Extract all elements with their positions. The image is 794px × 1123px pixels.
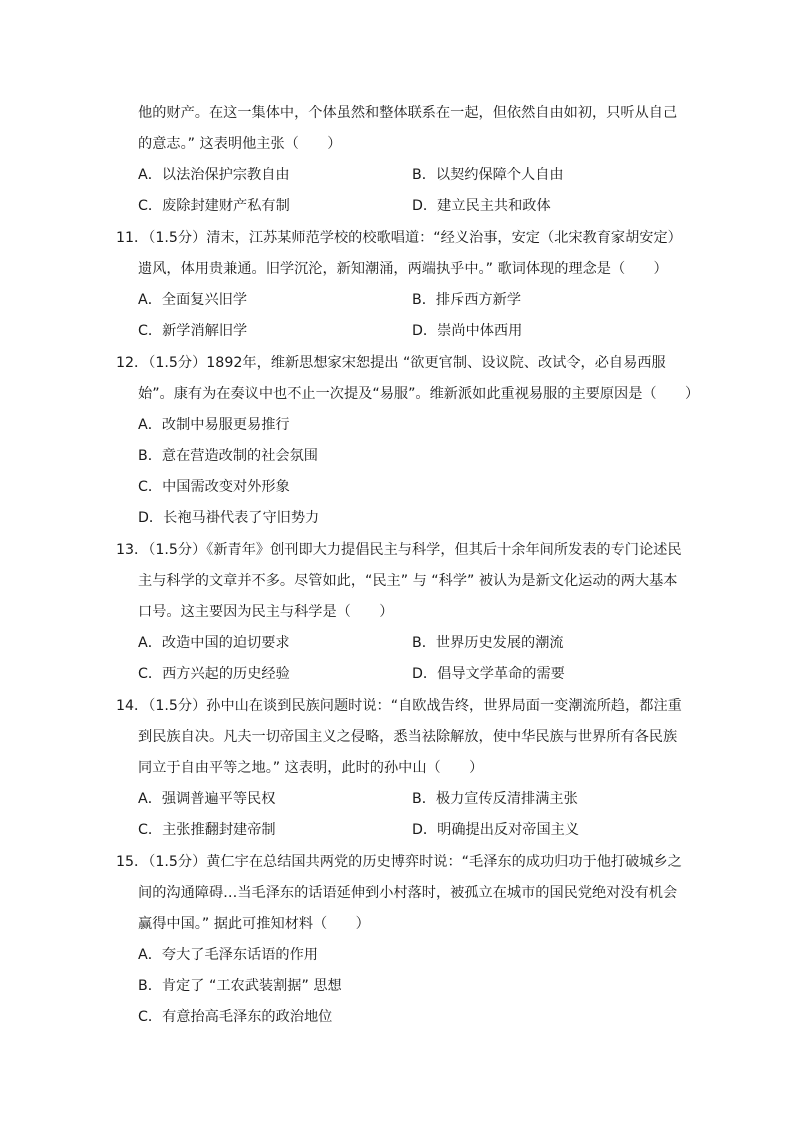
question-number: 14． xyxy=(116,698,149,714)
option-label: D． xyxy=(412,323,438,339)
option-a xyxy=(138,290,247,310)
option-c xyxy=(138,664,290,684)
option-text: 有意抬高毛泽东的政治地位 xyxy=(162,1009,333,1025)
question-number: 11． xyxy=(116,230,149,246)
option-text: 主张推翻封建帝制 xyxy=(162,822,276,838)
option-text: 废除封建财产私有制 xyxy=(162,198,290,214)
option-text: 世界历史发展的潮流 xyxy=(435,635,564,651)
option-text: 长袍马褂代表了守旧势力 xyxy=(163,510,320,526)
option-text: 崇尚中体西用 xyxy=(437,323,523,339)
option-text: 夸大了毛泽东话语的作用 xyxy=(161,947,318,963)
option-text: 以契约保障个人自由 xyxy=(435,167,564,183)
option-label: A． xyxy=(138,292,162,308)
question-text-line: 12．（1.5分）1892年，维新思想家宋恕提出 “欲更官制、设议院、改试令，必自易西服 xyxy=(116,355,666,371)
option-a xyxy=(138,789,275,809)
question-text-line: 间的沟通障碍…当毛泽东的话语延伸到小村落时，被孤立在城市的国民党绝对没有机会 xyxy=(138,885,678,901)
option-text: 意在营造改制的社会氛围 xyxy=(161,448,318,464)
option-label: D． xyxy=(412,666,438,682)
option-d xyxy=(412,820,579,840)
option-label: B． xyxy=(412,167,436,183)
option-label: A． xyxy=(138,635,162,651)
option-text: 西方兴起的历史经验 xyxy=(162,666,290,682)
question-text-line: 到民族自决。凡夫一切帝国主义之侵略，悉当祛除解放，使中华民族与世界所有各民族 xyxy=(138,729,678,745)
option-text: 新学消解旧学 xyxy=(162,323,248,339)
question-text-line: 同立于自由平等之地。” 这表明，此时的孙中山（ ） xyxy=(138,760,484,776)
option-c xyxy=(138,196,290,216)
option-d xyxy=(412,196,551,216)
option-b xyxy=(412,290,521,310)
option-text: 明确提出反对帝国主义 xyxy=(437,822,580,838)
option-c xyxy=(138,477,290,497)
question-text-line: 主与科学的文章并不多。尽管如此，“民主” 与 “科学” 被认为是新文化运动的两大基本 xyxy=(138,573,678,589)
question-number: 13． xyxy=(116,542,149,558)
option-text: 全面复兴旧学 xyxy=(161,292,248,308)
option-a xyxy=(138,165,290,185)
question-text-line: 始”。康有为在奏议中也不止一次提及“易服”。维新派如此重视易服的主要原因是（ ） xyxy=(138,386,700,402)
option-label: D． xyxy=(412,822,438,838)
option-text: 改造中国的迫切要求 xyxy=(161,635,290,651)
option-a xyxy=(138,415,290,435)
option-text: 改制中易服更易推行 xyxy=(161,417,290,433)
option-label: B． xyxy=(412,635,436,651)
option-label: A． xyxy=(138,947,162,963)
option-d xyxy=(138,508,319,528)
option-label: D． xyxy=(138,510,164,526)
option-b xyxy=(412,633,564,653)
option-label: C． xyxy=(138,323,163,339)
option-c xyxy=(138,1007,332,1027)
option-text: 中国需改变对外形象 xyxy=(162,479,290,495)
option-b xyxy=(138,976,342,996)
question-text-line: 11．（1.5分）清末，江苏某师范学校的校歌唱道：“经义治事，安定（北宋教育家胡安定） xyxy=(116,230,682,246)
option-text: 肯定了 “工农武装割据” 思想 xyxy=(161,978,342,994)
question-text-line: 15．（1.5分）黄仁宇在总结国共两党的历史博弈时说：“毛泽东的成功归功于他打破城乡之 xyxy=(116,854,682,870)
question-number: 15． xyxy=(116,854,149,870)
option-d xyxy=(412,664,565,684)
option-b xyxy=(412,789,578,809)
question-text-line: 14．（1.5分）孙中山在谈到民族问题时说：“自欧战告终，世界局面一变潮流所趋，都注重 xyxy=(116,698,682,714)
option-a xyxy=(138,945,318,965)
option-label: B． xyxy=(138,448,162,464)
option-c xyxy=(138,321,247,341)
option-label: C． xyxy=(138,479,163,495)
option-text: 强调普遍平等民权 xyxy=(161,791,276,807)
option-label: C． xyxy=(138,1009,163,1025)
option-label: A． xyxy=(138,791,162,807)
option-text: 极力宣传反清排满主张 xyxy=(435,791,578,807)
option-label: C． xyxy=(138,198,163,214)
question-number: 12． xyxy=(116,355,149,371)
option-text: 建立民主共和政体 xyxy=(437,198,551,214)
option-label: B． xyxy=(412,292,436,308)
question-text-line: 的意志。” 这表明他主张（ ） xyxy=(138,136,342,152)
question-text-line: 遗风，体用贵兼通。旧学沉沦，新知潮涌，两端执乎中。” 歌词体现的理念是（ ） xyxy=(138,261,668,277)
option-text: 排斥西方新学 xyxy=(435,292,522,308)
question-text-line: 口号。这主要因为民主与科学是（ ） xyxy=(138,604,394,620)
option-label: B． xyxy=(412,791,436,807)
option-c xyxy=(138,820,276,840)
option-label: A． xyxy=(138,167,162,183)
question-text-line: 13．（1.5分）《新青年》创刊即大力提倡民主与科学，但其后十余年间所发表的专门论述民 xyxy=(116,542,682,558)
option-b xyxy=(138,446,318,466)
option-b xyxy=(412,165,564,185)
option-text: 以法治保护宗教自由 xyxy=(161,167,290,183)
option-label: B． xyxy=(138,978,162,994)
option-label: A． xyxy=(138,417,162,433)
question-text-line: 赢得中国。” 据此可推知材料（ ） xyxy=(138,916,370,932)
option-label: C． xyxy=(138,666,163,682)
option-label: C． xyxy=(138,822,163,838)
option-d xyxy=(412,321,522,341)
option-text: 倡导文学革命的需要 xyxy=(437,666,565,682)
question-text-line: 他的财产。在这一集体中，个体虽然和整体联系在一起，但依然自由如初，只听从自己 xyxy=(138,105,678,121)
option-label: D． xyxy=(412,198,438,214)
option-a xyxy=(138,633,290,653)
